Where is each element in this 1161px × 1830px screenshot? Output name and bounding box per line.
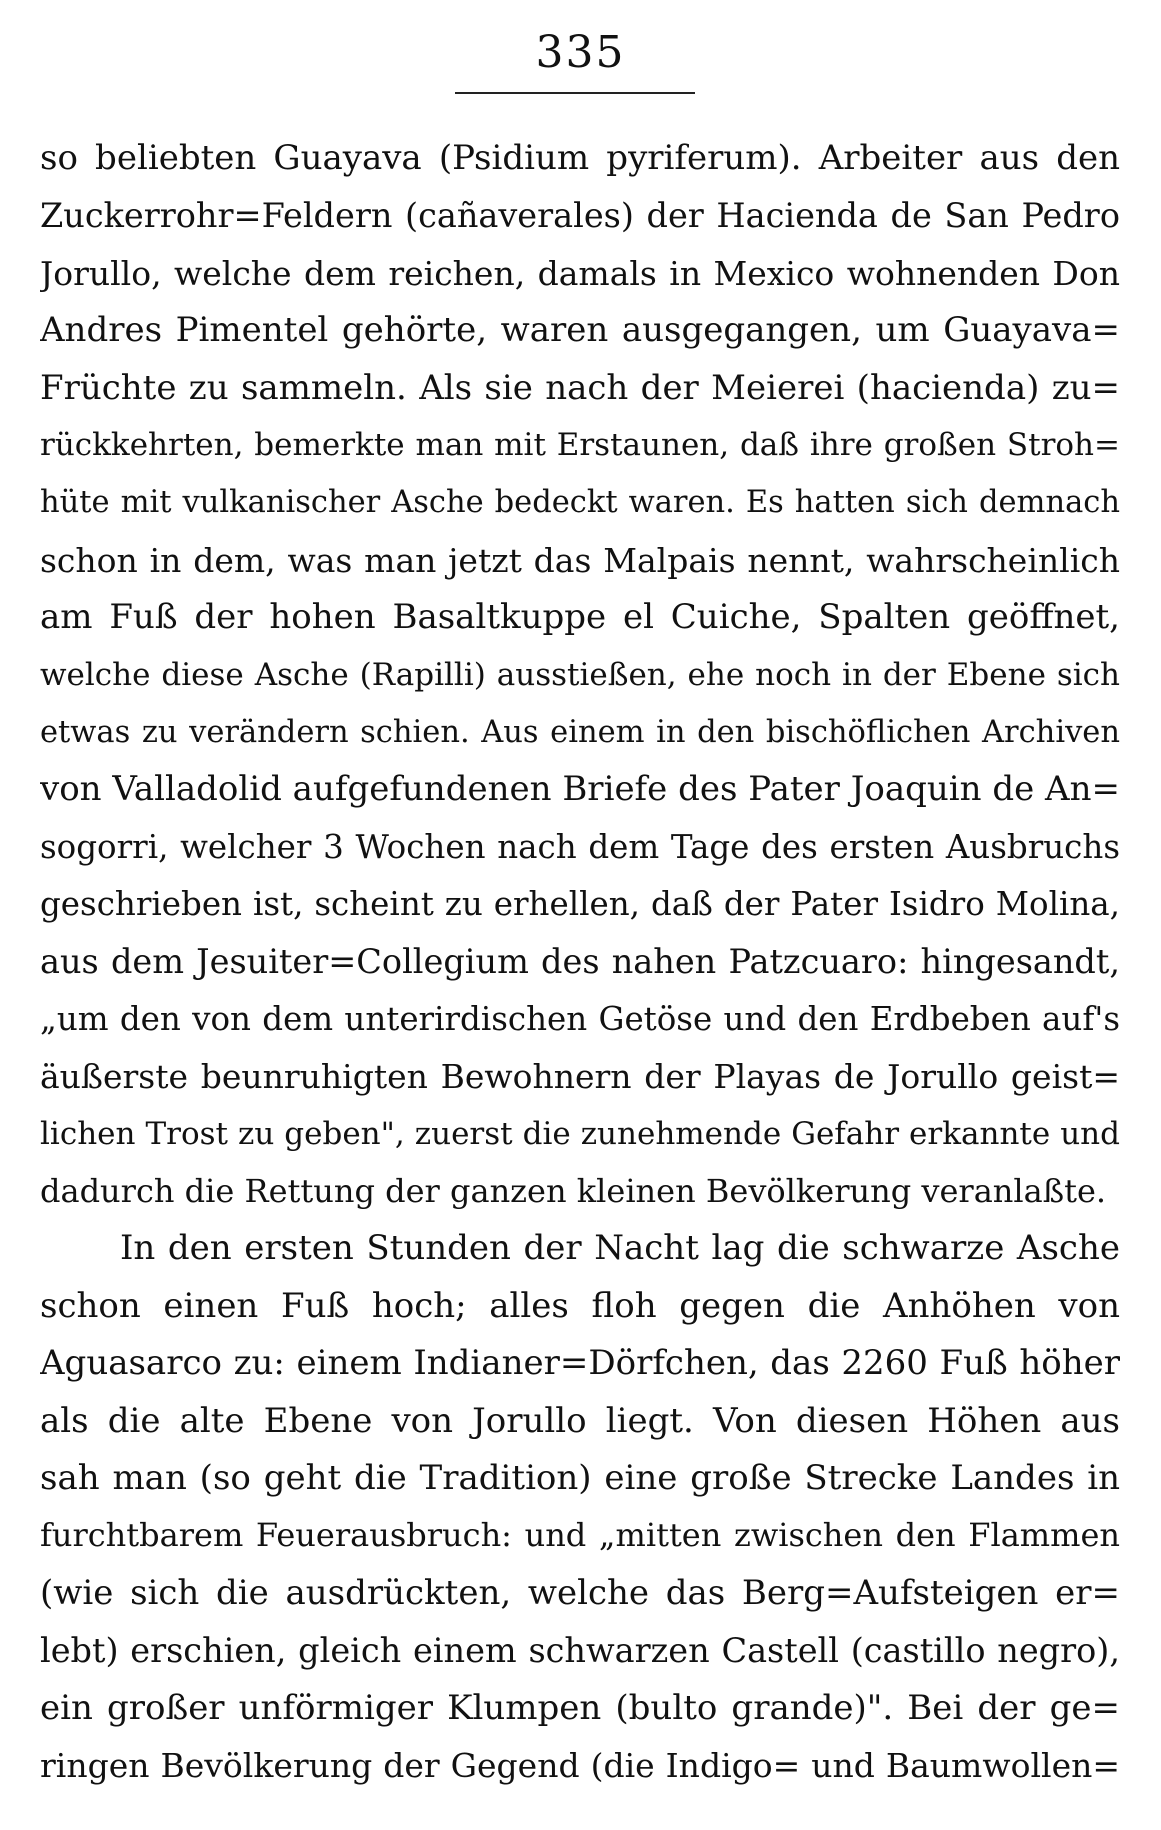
text-line: schon einen Fuß hoch; alles floh gegen die Anhöhen von: [40, 1285, 1120, 1326]
text-line: (wie sich die ausdrückten, welche das Berg=Aufsteigen er=: [40, 1572, 1120, 1613]
text-line: geschrieben ist, scheint zu erhellen, daß der Pater Isidro Molina,: [40, 885, 1120, 924]
paragraph-1: [40, 130, 1120, 1220]
text-line: als die alte Ebene von Jorullo liegt. Von diesen Höhen aus: [40, 1400, 1120, 1441]
text-line: hüte mit vulkanischer Asche bedeckt waren. Es hatten sich demnach: [40, 485, 1120, 521]
text-line: Andres Pimentel gehörte, waren ausgegangen, um Guayava=: [40, 310, 1120, 351]
text-line: ein großer unförmiger Klumpen (bulto grande)". Bei der ge=: [40, 1687, 1120, 1728]
text-line: dadurch die Rettung der ganzen kleinen Bevölkerung veranlaßte.: [40, 1172, 1107, 1211]
body-text: [40, 130, 1120, 1794]
header-rule: [455, 92, 695, 94]
text-line: Aguasarco zu: einem Indianer=Dörfchen, das 2260 Fuß höher: [40, 1343, 1120, 1384]
text-line: lichen Trost zu geben", zuerst die zunehmende Gefahr erkannte und: [40, 1115, 1120, 1152]
text-line: Jorullo, welche dem reichen, damals in Mexico wohnenden Don: [40, 253, 1120, 293]
text-line: lebt) erschien, gleich einem schwarzen Castell (castillo negro),: [40, 1631, 1120, 1671]
text-line: In den ersten Stunden der Nacht lag die schwarze Asche: [120, 1228, 1120, 1269]
text-line: so beliebten Guayava (Psidium pyriferum). Arbeiter aus den: [40, 138, 1120, 178]
text-line: Zuckerrohr=Feldern (cañaverales) der Hacienda de San Pedro: [40, 196, 1120, 236]
text-line: welche diese Asche (Rapilli) ausstießen, ehe noch in der Ebene sich: [40, 656, 1120, 693]
text-line: am Fuß der hohen Basaltkuppe el Cuiche, Spalten geöffnet,: [40, 597, 1120, 638]
text-line: von Valladolid aufgefundenen Briefe des Pater Joaquin de An=: [40, 769, 1120, 810]
page-number: 335: [535, 27, 626, 78]
text-line: rückkehrten, bemerkte man mit Erstaunen, daß ihre großen Stroh=: [40, 426, 1120, 463]
text-line: „um den von dem unterirdischen Getöse und den Erdbeben auf's: [40, 999, 1120, 1038]
paragraph-2: [40, 1220, 1120, 1794]
text-line: furchtbarem Feuerausbruch: und „mitten zwischen den Flammen: [40, 1516, 1120, 1555]
text-line: etwas zu verändern schien. Aus einem in den bischöflichen Archiven: [40, 714, 1120, 750]
text-line: sogorri, welcher 3 Wochen nach dem Tage des ersten Ausbruchs: [40, 827, 1120, 866]
text-line: sah man (so geht die Tradition) eine große Strecke Landes in: [40, 1457, 1120, 1498]
text-line: schon in dem, was man jetzt das Malpais nennt, wahrscheinlich: [40, 540, 1120, 580]
text-line: aus dem Jesuiter=Collegium des nahen Patzcuaro: hingesandt,: [40, 942, 1120, 982]
text-line: Früchte zu sammeln. Als sie nach der Meierei (hacienda) zu=: [40, 367, 1120, 408]
text-line: äußerste beunruhigten Bewohnern der Playas de Jorullo geist=: [40, 1057, 1120, 1097]
text-line: ringen Bevölkerung der Gegend (die Indigo= und Baumwollen=: [40, 1745, 1120, 1785]
